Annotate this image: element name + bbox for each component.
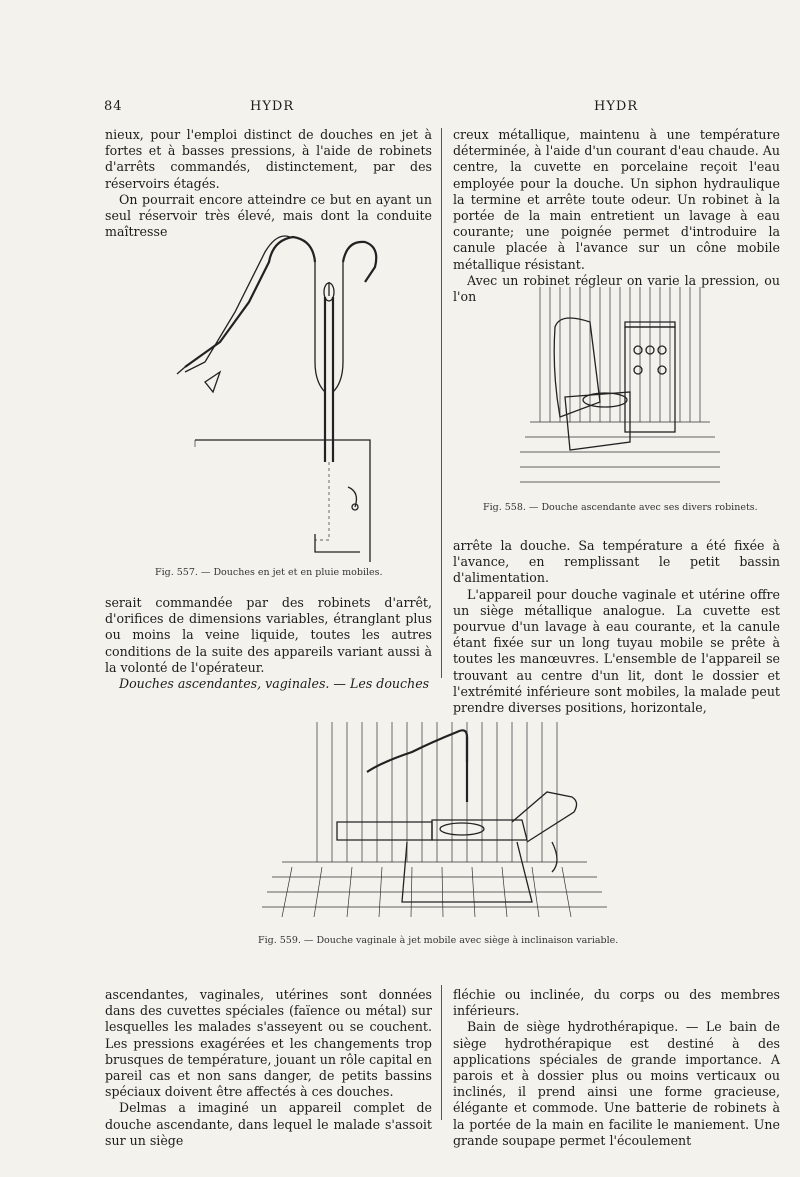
- paragraph: On pourrait encore atteindre ce but en ayant un seul réservoir très élevé, mais dont la conduite maîtresse: [105, 191, 432, 240]
- text-left-mid: [105, 595, 432, 692]
- figure-558-caption: Fig. 558. — Douche ascendante avec ses divers robinets.: [483, 502, 758, 513]
- paragraph: L'appareil pour douche vaginale et utérine offre un siège métallique analogue. La cuvette est pourvue d'un lavage à eau courante, et la canule étant fixée sur un long tuyau mobile se prête à toutes les manœuvres. L'ensemble de l'appareil se trouvant au centre d'un lit, dont le dossier et l'extrémité inférieure sont mobiles, la malade peut prendre diverses positions, horizontale,: [453, 586, 780, 716]
- paragraph: arrête la douche. Sa température a été fixée à l'avance, en remplissant le petit bassin d'alimentation.: [453, 538, 780, 586]
- paragraph: fléchie ou inclinée, du corps ou des membres inférieurs.: [453, 987, 780, 1019]
- paragraph: Delmas a imaginé un appareil complet de douche ascendante, dans lequel le malade s'assoit sur un siège: [105, 1100, 432, 1148]
- column-rule: [441, 128, 442, 678]
- paragraph: serait commandée par des robinets d'arrêt, d'orifices de dimensions variables, étranglant plus ou moins la veine liquide, toutes les autres conditions de la suite des appareils variant aussi à la volonté de l'opérateur.: [105, 595, 432, 675]
- column-rule-bottom: [441, 985, 442, 1120]
- figure-557-illustration: [165, 222, 395, 567]
- running-head-right: HYDR: [594, 99, 639, 114]
- paragraph: Avec un robinet régleur on varie la pression, ou l'on: [453, 272, 780, 305]
- figure-559-caption: Fig. 559. — Douche vaginale à jet mobile avec siège à inclinaison variable.: [258, 935, 619, 946]
- figure-558-illustration: [520, 282, 720, 490]
- running-head-left: HYDR: [250, 99, 295, 114]
- paragraph: creux métallique, maintenu à une température déterminée, à l'aide d'un courant d'eau chaude. Au centre, la cuvette en porcelaine reçoit l'eau employée pour la douche. Un siphon hydraulique la termine et arrête toute odeur. Un robinet à la portée de la main entretient un lavage à eau courante; une poignée permet d'introduire la canule placée à l'avance sur un cône mobile métallique résistant.: [453, 127, 780, 272]
- text-right-top: [453, 127, 780, 305]
- text-right-bottom: [453, 987, 780, 1149]
- paragraph: ascendantes, vaginales, utérines sont données dans des cuvettes spéciales (faïence ou métal) sur lesquelles les malades s'asseyent ou se couchent. Les pressions exagérées et les changements trop brusques de température, jouant un rôle capital en pareil cas et non sans danger, de petits bassins spéciaux doivent être affectés à ces douches.: [105, 987, 432, 1100]
- page-number: 84: [104, 99, 123, 114]
- paragraph: Bain de siège hydrothérapique. — Le bain de siège hydrothérapique est destiné à des applications spéciales de grande importance. A parois et à dossier plus ou moins verticaux ou inclinés, il prend ainsi une forme gracieuse, élégante et commode. Une batterie de robinets à la portée de la main en facilite le maniement. Une grande soupape permet l'écoulement: [453, 1019, 780, 1148]
- paragraph: nieux, pour l'emploi distinct de douches en jet à fortes et à basses pressions, à l'aide de robinets d'arrêts commandés, distinctement, par des réservoirs étagés.: [105, 127, 432, 191]
- section-heading-paragraph: Douches ascendantes, vaginales. — Les douches: [119, 676, 430, 692]
- figure-557-caption: Fig. 557. — Douches en jet et en pluie mobiles.: [155, 567, 383, 578]
- text-right-mid: [453, 538, 780, 716]
- text-left-bottom: [105, 987, 432, 1149]
- figure-559-illustration: [262, 712, 607, 922]
